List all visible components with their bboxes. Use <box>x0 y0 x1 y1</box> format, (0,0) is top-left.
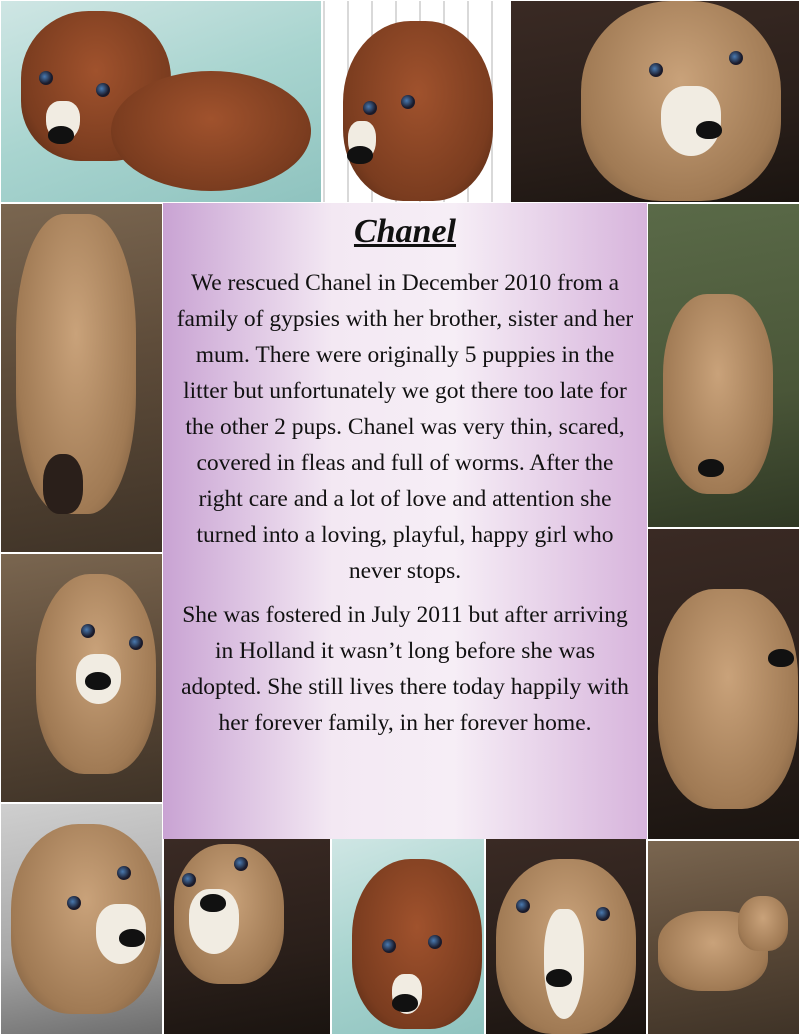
story-paragraph-adoption: She was fostered in July 2011 but after arriving in Holland it wasn’t long before she was adopted. She still lives there today happily with her forever family, in her forever home. <box>181 602 629 736</box>
panel-title: Chanel <box>353 213 457 250</box>
photo-puppy-profile <box>647 528 800 840</box>
photo-puppy-closeup-tan <box>510 0 800 203</box>
photo-puppy-full-body <box>647 840 800 1035</box>
photo-puppy-standing-dirt <box>0 553 163 803</box>
photo-puppy-in-cage <box>322 0 510 203</box>
photo-puppy-sniffing-ground <box>0 203 163 553</box>
story-paragraph-rescue: We rescued Chanel in December 2010 from a family of gypsies with her brother, sister and her mum. There were originally 5 puppies in the litter but unfortunately we got there too late for the other 2 pups. Chanel was very thin, scared, covered in fleas and full of worms. After the right care and a lot of love and attention she turned into a loving, playful, happy girl who never stops. <box>176 270 634 584</box>
photo-puppy-blue-eyes-left <box>0 803 163 1035</box>
photo-puppy-on-lap <box>163 838 331 1035</box>
story-panel <box>163 203 647 839</box>
photo-puppy-walking <box>647 203 800 528</box>
photo-puppy-blue-eyes-right <box>485 838 647 1035</box>
photo-puppy-lying-blanket <box>0 0 322 203</box>
photo-puppy-on-blanket <box>331 838 485 1035</box>
